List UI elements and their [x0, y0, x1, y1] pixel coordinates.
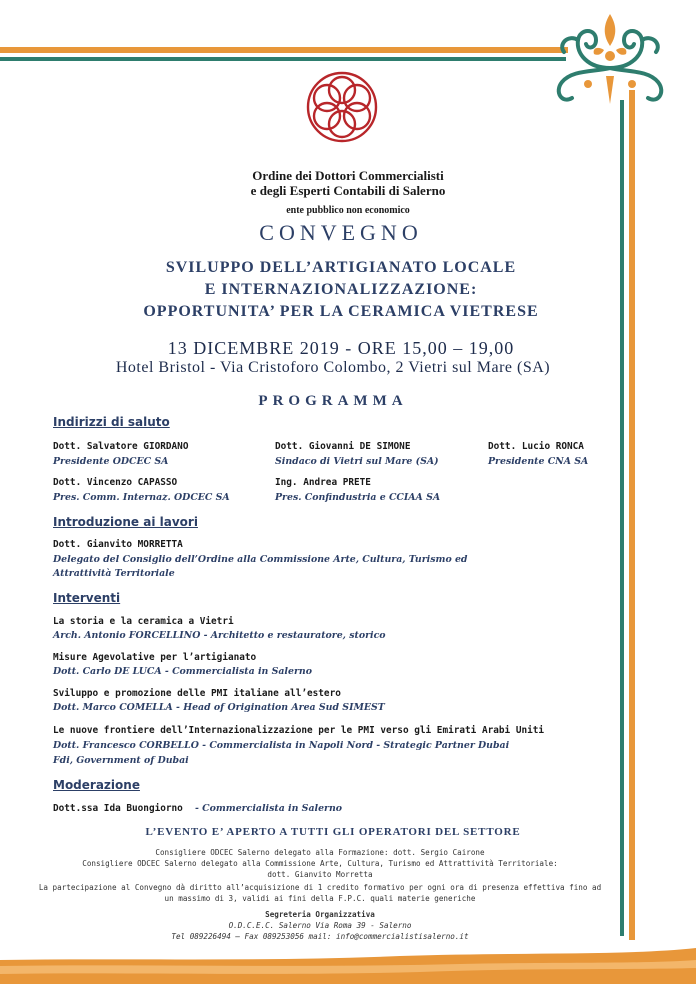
frame-top-teal	[0, 57, 566, 61]
segreteria-title: Segreteria Organizzativa	[265, 910, 375, 919]
section-heading-moderazione: Moderazione	[53, 778, 140, 792]
frame-top-orange	[0, 47, 568, 53]
segreteria-contacts: Tel 089226494 – Fax 089253056 mail: info@commercialistisalerno.it	[171, 932, 469, 941]
speaker-name: Dott. Lucio RONCA	[488, 441, 584, 452]
talk-speaker: Dott. Francesco CORBELLO - Commercialista in Napoli Nord - Strategic Partner Dubai	[53, 740, 510, 751]
org-subtitle: ente pubblico non economico	[286, 205, 410, 216]
intro-speaker-name: Dott. Gianvito MORRETTA	[53, 539, 183, 550]
bottom-brush-decoration	[0, 938, 696, 984]
intro-speaker-role-line2: Attrattività Territoriale	[53, 568, 175, 579]
program-heading: PROGRAMMA	[258, 393, 408, 409]
speaker-name: Ing. Andrea PRETE	[275, 477, 371, 488]
talk-speaker-line2: Fdi, Government of Dubai	[53, 755, 189, 766]
footer-line: Consigliere ODCEC Salerno delegato alla Commissione Arte, Cultura, Turismo ed Attrattività Territoriale:	[82, 859, 558, 868]
speaker-role: Presidente ODCEC SA	[53, 456, 169, 467]
open-event-notice: L’EVENTO E’ APERTO A TUTTI GLI OPERATORI DEL SETTORE	[145, 826, 521, 838]
footer-line: dott. Gianvito Morretta	[267, 870, 373, 879]
event-title-line3: OPPORTUNITA’ PER LA CERAMICA VIETRESE	[143, 303, 539, 320]
footer-line: Consigliere ODCEC Salerno delegato alla Formazione: dott. Sergio Cairone	[155, 848, 485, 857]
talk-speaker: Arch. Antonio FORCELLINO - Architetto e restauratore, storico	[53, 630, 386, 641]
speaker-role: Pres. Comm. Internaz. ODCEC SA	[53, 492, 230, 503]
talk-topic: Misure Agevolative per l’artigianato	[53, 652, 257, 663]
segreteria-address: O.D.C.E.C. Salerno Via Roma 39 - Salerno	[228, 921, 412, 930]
talk-topic: Le nuove frontiere dell’Internazionalizzazione per le PMI verso gli Emirati Arabi Uniti	[53, 725, 545, 736]
ceramic-ornament-icon	[548, 10, 672, 114]
talk-topic: Sviluppo e promozione delle PMI italiane all’estero	[53, 688, 341, 699]
intro-speaker-role-line1: Delegato del Consiglio dell’Ordine alla Commissione Arte, Cultura, Turismo ed	[53, 554, 468, 565]
org-name-line2: e degli Esperti Contabili di Salerno	[250, 183, 446, 198]
moderator-name: Dott.ssa Ida Buongiorno	[53, 803, 183, 814]
speaker-role: Presidente CNA SA	[488, 456, 589, 467]
section-heading-introduzione: Introduzione ai lavori	[53, 515, 198, 529]
footer-line: un massimo di 3, validi ai fini della F.P.C. quali materie generiche	[164, 894, 476, 903]
event-kind: CONVEGNO	[259, 220, 423, 245]
talk-speaker: Dott. Marco COMELLA - Head of Origination Area Sud SIMEST	[53, 702, 385, 713]
footer-line: La partecipazione al Convegno dà diritto all’acquisizione di 1 credito formativo per ogni ora di presenza effettiva fino ad	[38, 883, 602, 892]
speaker-name: Dott. Salvatore GIORDANO	[53, 441, 189, 452]
speaker-role: Pres. Confindustria e CCIAA SA	[275, 492, 441, 503]
org-name-line1: Ordine dei Dottori Commercialisti	[252, 168, 444, 183]
event-venue: Hotel Bristol - Via Cristoforo Colombo, 2 Vietri sul Mare (SA)	[115, 359, 551, 376]
talk-topic: La storia e la ceramica a Vietri	[53, 616, 234, 627]
section-heading-interventi: Interventi	[53, 591, 121, 605]
event-date: 13 DICEMBRE 2019 - ORE 15,00 – 19,00	[167, 338, 515, 358]
speaker-name: Dott. Vincenzo CAPASSO	[53, 477, 178, 488]
speaker-name: Dott. Giovanni DE SIMONE	[275, 441, 411, 452]
speaker-role: Sindaco di Vietri sul Mare (SA)	[275, 456, 439, 467]
moderator-role: - Commercialista in Salerno	[195, 803, 343, 814]
talk-speaker: Dott. Carlo DE LUCA - Commercialista in Salerno	[53, 666, 312, 677]
event-title-line1: SVILUPPO DELL’ARTIGIANATO LOCALE	[165, 259, 517, 276]
section-heading-saluti: Indirizzi di saluto	[53, 415, 170, 429]
odcec-logo-icon	[303, 68, 381, 146]
frame-right-orange	[629, 90, 635, 940]
event-title-line2: E INTERNAZIONALIZZAZIONE:	[204, 281, 478, 298]
